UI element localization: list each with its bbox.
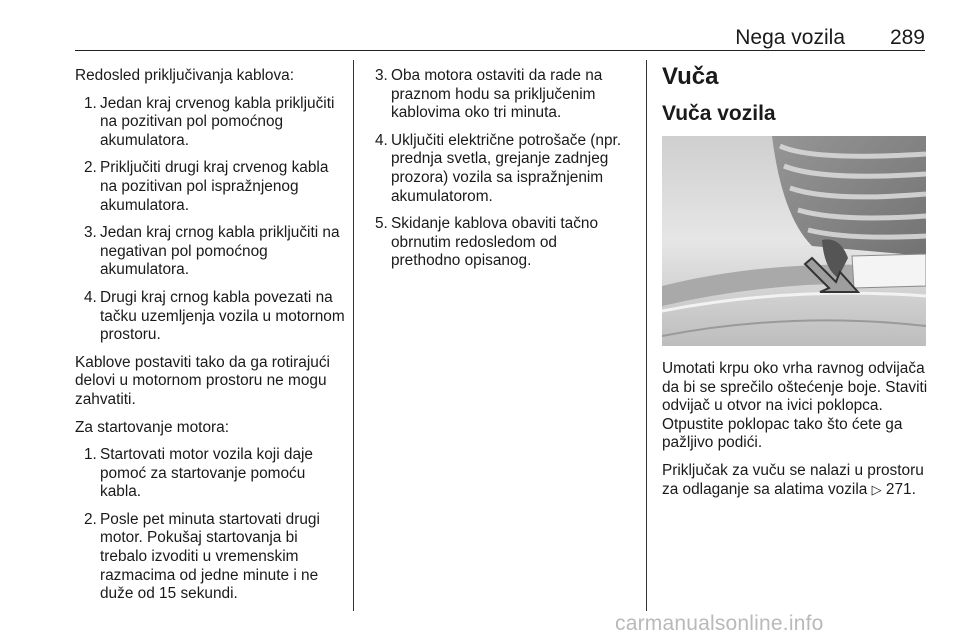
page-reference[interactable]: 271. [885,480,916,498]
list-item: 3. Jedan kraj crnog kabla priključiti na negativan pol pomoćnog akumulatora. [84,224,340,279]
connect-intro: Redosled priključivanja kablova: [75,67,295,84]
page-number: 289 [889,26,925,49]
list-item: 5. Skidanje kablova obaviti tačno obrnutim redosledom od prethodno opisanog. [375,215,599,270]
list-item: 3. Oba motora ostaviti da rade na praznom hodu sa priključenim kablovima oko tri minuta. [375,67,603,122]
column-divider [646,60,647,611]
column-divider [353,60,354,611]
column-2 [375,67,627,280]
start-intro: Za startovanje motora: [75,418,229,436]
watermark: carmanualsonline.info [615,612,824,635]
column-1 [75,67,345,613]
section-title: Nega vozila [735,26,845,49]
list-item: 4. Uključiti električne potrošače (npr. prednja svetla, grejanje zadnjeg prozora) vozila sa ispražnjenim akumulatorom. [375,131,622,205]
tow-eye-cover-illustration [662,136,926,346]
list-item: 1. Jedan kraj crvenog kabla priključiti na pozitivan pol pomoćnog akumulatora. [84,94,335,149]
list-item: 2. Priključiti drugi kraj crvenog kabla na pozitivan pol ispražnjenog akumulatora. [84,159,329,214]
page-header [75,28,925,51]
continued-steps-list [375,67,627,271]
column-3 [662,64,928,509]
list-item: 1. Startovati motor vozila koji daje pomoć za startovanje pomoću kabla. [84,446,313,501]
connect-steps-list [75,95,345,345]
cables-note: Kablove postaviti tako da ga rotirajući delovi u motornom prostoru ne mogu zahvatiti. [75,353,330,408]
list-item: 2. Posle pet minuta startovati drugi motor. Pokušaj startovanja bi trebalo izvoditi u vremenskim razmacima od jedne minute i ne duže od 15 sekundi. [84,510,320,603]
bumper-illustration [662,136,926,346]
subsection-heading: Vuča vozila [662,102,776,125]
page-reference-arrow-icon: ▷ [871,482,882,498]
tow-eye-location-paragraph: Priključak za vuču se nalazi u prostoru za odlaganje sa alatima vozila ▷ 271. [662,461,924,498]
list-item: 4. Drugi kraj crnog kabla povezati na tačku uzemljenja vozila u motornom prostoru. [84,288,345,344]
start-steps-list [75,446,345,604]
section-heading: Vuča [662,63,719,90]
instruction-paragraph: Umotati krpu oko vrha ravnog odvijača da bi se sprečilo oštećenje boje. Staviti odvijač u otvor na ivici poklopca. Otpustite poklopac tako što ćete ga pažljivo podići. [662,360,928,452]
